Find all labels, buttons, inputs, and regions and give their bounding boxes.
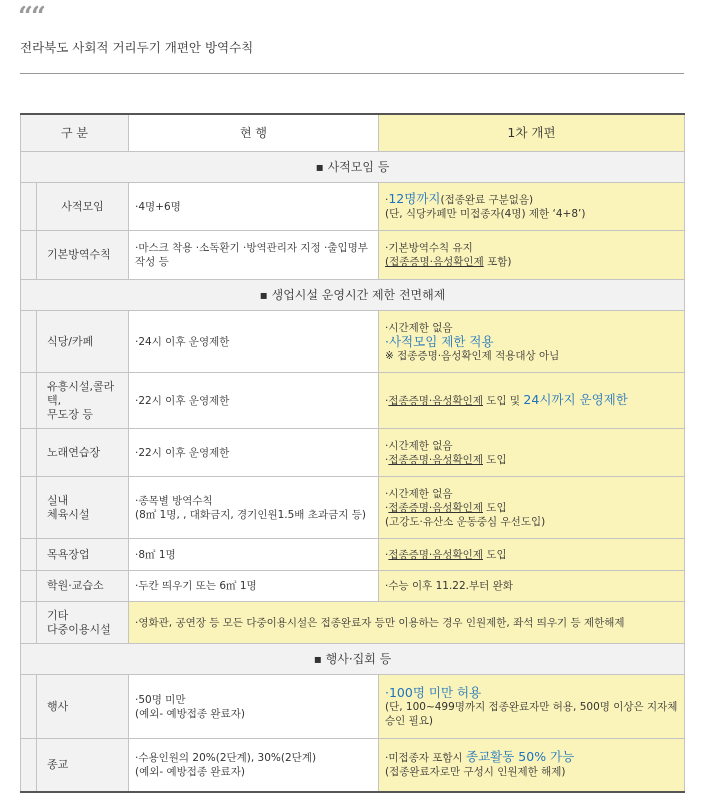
row-label-entertainment: 유흥시설,콜라텍, 무도장 등 (37, 373, 129, 429)
table-row (21, 602, 685, 644)
table-row (21, 675, 685, 739)
row-indent (21, 231, 37, 280)
current-religion: ·수용인원의 20%(2단계), 30%(2단계) (예외- 예방접종 완료자) (129, 739, 379, 792)
row-label-event: 행사 (37, 675, 129, 739)
row-label-basic-rules: 기본방역수칙 (37, 231, 129, 280)
revision-academy: ·수능 이후 11.22.부터 완화 (379, 571, 685, 602)
row-indent (21, 373, 37, 429)
section-row (21, 152, 685, 183)
section-business-hours: ▪ 생업시설 운영시간 제한 전면해제 (21, 280, 685, 311)
row-indent (21, 602, 37, 644)
table-header-row (21, 114, 685, 152)
row-indent (21, 311, 37, 373)
section-row (21, 280, 685, 311)
revision-event: ·100명 미만 허용 (단, 100~499명까지 접종완료자만 허용, 500명 이상은 지자체 승인 필요) (379, 675, 685, 739)
table-row (21, 477, 685, 539)
guideline-table (20, 113, 685, 793)
revision-religion: ·미접종자 포함시 종교활동 50% 가능 (접종완료자로만 구성시 인원제한 해제) (379, 739, 685, 792)
row-label-gym: 실내 체육시설 (37, 477, 129, 539)
current-karaoke: ·22시 이후 운영제한 (129, 429, 379, 477)
header-current: 현 행 (129, 114, 379, 152)
row-label-restaurant: 식당/카페 (37, 311, 129, 373)
table-row (21, 183, 685, 231)
row-label-other-facilities: 기타 다중이용시설 (37, 602, 129, 644)
table-row (21, 571, 685, 602)
row-indent (21, 183, 37, 231)
current-bath: ·8㎡ 1명 (129, 539, 379, 571)
row-indent (21, 477, 37, 539)
current-academy: ·두칸 띄우기 또는 6㎡ 1명 (129, 571, 379, 602)
table-row (21, 231, 685, 280)
row-label-gathering: 사적모임 (37, 183, 129, 231)
revision-gym: ·시간제한 없음 ·접종증명·음성확인제 도입 (고강도·유산소 운동중심 우선도입) (379, 477, 685, 539)
current-event: ·50명 미만 (예외- 예방접종 완료자) (129, 675, 379, 739)
table-row (21, 373, 685, 429)
revision-bath: ·접종증명·음성확인제 도입 (379, 539, 685, 571)
header-first-revision: 1차 개편 (379, 114, 685, 152)
table-row (21, 429, 685, 477)
current-gym: ·종목별 방역수칙 (8㎡ 1명, , 대화금지, 경기인원1.5배 초과금지 등) (129, 477, 379, 539)
table-row (21, 539, 685, 571)
header-category: 구 분 (21, 114, 129, 152)
table-row (21, 739, 685, 792)
revision-restaurant: ·시간제한 없음 ·사적모임 제한 적용 ※ 접종증명·음성확인제 적용대상 아님 (379, 311, 685, 373)
revision-entertainment: ·접종증명·음성확인제 도입 및 24시까지 운영제한 (379, 373, 685, 429)
row-label-bath: 목욕장업 (37, 539, 129, 571)
table-row (21, 311, 685, 373)
current-entertainment: ·22시 이후 운영제한 (129, 373, 379, 429)
row-indent (21, 739, 37, 792)
row-indent (21, 539, 37, 571)
revision-basic-rules: ·기본방역수칙 유지 (접종증명·음성확인제 포함) (379, 231, 685, 280)
document-title: 전라북도 사회적 거리두기 개편안 방역수칙 (20, 40, 254, 55)
revision-other-facilities: ·영화관, 공연장 등 모든 다중이용시설은 접종완료자 등만 이용하는 경우 인원제한, 좌석 띄우기 등 제한해제 (129, 602, 685, 644)
revision-karaoke: ·시간제한 없음 ·접종증명·음성확인제 도입 (379, 429, 685, 477)
section-row (21, 644, 685, 675)
row-indent (21, 675, 37, 739)
row-label-karaoke: 노래연습장 (37, 429, 129, 477)
row-indent (21, 571, 37, 602)
current-restaurant: ·24시 이후 운영제한 (129, 311, 379, 373)
quote-mark-icon: ““ (18, 2, 44, 32)
revision-gathering: ·12명까지(접종완료 구분없음) (단, 식당카페만 미접종자(4명) 제한 ‘4+8’) (379, 183, 685, 231)
current-basic-rules: ·마스크 착용 ·소독환기 ·방역관리자 지정 ·출입명부작성 등 (129, 231, 379, 280)
row-indent (21, 429, 37, 477)
row-label-religion: 종교 (37, 739, 129, 792)
section-events-assembly: ▪ 행사·집회 등 (21, 644, 685, 675)
title-divider (20, 73, 684, 74)
section-private-gathering: ▪ 사적모임 등 (21, 152, 685, 183)
current-gathering: ·4명+6명 (129, 183, 379, 231)
row-label-academy: 학원·교습소 (37, 571, 129, 602)
